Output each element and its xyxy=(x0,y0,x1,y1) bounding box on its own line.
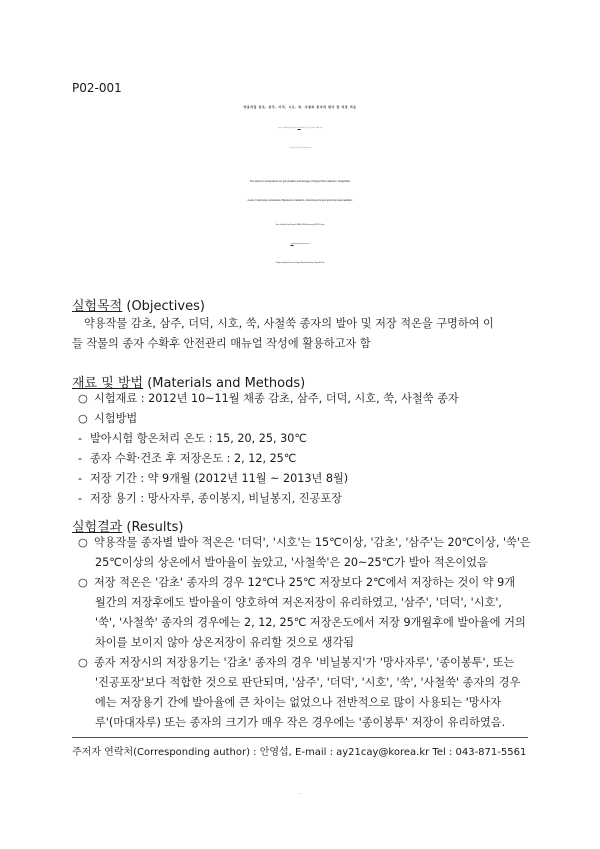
title-english-species-3: Artemisia capillaris xyxy=(331,199,353,202)
authors-english xyxy=(0,244,600,245)
results-item-3-line-1 xyxy=(78,653,514,673)
materials-heading-en: (Materials and Methods) xyxy=(143,376,306,391)
results-item-3-line-4: 루'(마대자루) 또는 종자의 크기가 매우 작은 경우에는 '종이봉투' 저장이 유리하였음. xyxy=(95,716,506,729)
results-text: 종자 저장시의 저장용기는 '감초' 종자의 경우 '비닐봉지'가 '망사자루', '종이봉투', 또는 xyxy=(94,656,515,669)
materials-item-text: 시험재료 : 2012년 10~11월 채종 감초, 삼주, 더덕, 시호, 쑥, 사철쑥 종자 xyxy=(94,392,459,405)
materials-item-text: 저장 용기 : 망사자루, 종이봉지, 비닐봉지, 진공포장 xyxy=(90,492,342,505)
results-item-3-line-3: 에는 저장용기 간에 발아율에 큰 차이는 없었으나 전반적으로 많이 사용되는 '망사자 xyxy=(95,696,502,709)
title-korean: 약용작물 감초, 삼주, 더덕, 시호, 쑥, 사철쑥 종자의 발아 및 저장 적온 xyxy=(243,105,357,109)
materials-item-text: 발아시험 항온처리 온도 : 15, 20, 25, 30℃ xyxy=(90,432,307,445)
first-author-english: Young-Sup Ahn xyxy=(290,244,294,245)
bullet-circle: ○ xyxy=(78,536,88,549)
bullet-dash: - xyxy=(78,492,83,505)
affiliation-english-2: College of Industrial Science, Kongju National University : Seong-Min Kim xyxy=(275,263,325,264)
paper-code: P02-001 xyxy=(72,81,122,95)
results-item-2-line-3: '쑥', '사철쑥' 종자의 경우에는 2, 12, 25℃ 저장온도에서 저장 9개월후에 발아율에 거의 xyxy=(95,616,526,629)
results-item-2-line-2: 월간의 저장후에도 발아율이 양호하여 저온저장이 유리하였고, '삼주', '더덕', '시호', xyxy=(95,596,502,609)
materials-item-text: 종자 수확·건조 후 저장온도 : 2, 12, 25℃ xyxy=(90,452,297,465)
affiliation-prefix: 농촌진흥청 국립원예특작과학원 약용작물과 : xyxy=(277,128,298,129)
materials-item-text: 저장 기간 : 약 9개월 (2012년 11월 ~ 2013년 8월) xyxy=(90,472,349,485)
title-english-species-1: Glycyrrhiza uralensis, Atratylodes xyxy=(313,180,351,183)
results-heading-ko: 실험결과 xyxy=(72,520,123,535)
bullet-circle: ○ xyxy=(78,412,88,425)
materials-item-2 xyxy=(78,409,137,429)
materials-item-1 xyxy=(78,389,459,409)
co-authors-english: *, Tae-Jin An, Yong-Il Kim, Sin-Hee Han, Young-Seob Lee, Hwang Hye Yu and Seon-Woo Cha xyxy=(293,244,310,245)
results-text: 약용작물 종자별 발아 적온은 '더덕', '시호'는 15℃이상, '감초', '삼주'는 20℃이상, '쑥'은 xyxy=(94,536,531,549)
title-english-species-2: ovata, Codonopsis lanceolata, Bupleurum falcatum, Artemisia princeps xyxy=(247,199,326,202)
title-english-line1 xyxy=(0,180,600,183)
objectives-heading xyxy=(72,295,205,314)
results-item-2-line-4: 차이를 보이지 않아 상온저장이 유리할 것으로 생각됨 xyxy=(95,636,355,649)
title-english-and: and xyxy=(325,199,332,202)
results-item-2-line-1 xyxy=(78,573,515,593)
footer-divider xyxy=(72,737,528,738)
results-item-1-line-2: 25℃이상의 상온에서 발아율이 높았고, '사철쑥'은 20~25℃가 발아 적온이었음 xyxy=(95,556,488,569)
authors-korean-line1 xyxy=(0,128,600,129)
objectives-heading-en: (Objectives) xyxy=(122,299,205,314)
affiliation-english-1: Dept. of Herbal Crop Research, NIHHS, RDA, Eumseong 369-873, Korea xyxy=(275,225,325,226)
title-english-line2 xyxy=(0,199,600,202)
materials-heading-ko: 재료 및 방법 xyxy=(72,376,144,391)
objectives-line-2: 들 작물의 종자 수확후 안전관리 매뉴얼 작성에 활용하고자 함 xyxy=(72,337,371,350)
materials-item-3 xyxy=(78,429,307,449)
materials-item-5 xyxy=(78,469,348,489)
bullet-dash: - xyxy=(78,472,83,485)
materials-item-text: 시험방법 xyxy=(94,412,138,425)
results-item-1-line-1 xyxy=(78,533,531,553)
results-text: 저장 적온은 '감초' 종자의 경우 12℃나 25℃ 저장보다 2℃에서 저장하는 것이 약 9개 xyxy=(94,576,516,589)
results-item-3-line-2: '진공포장'보다 적합한 것으로 판단되며, '삼주', '더덕', '시호', '쑥', '사철쑥' 종자의 경우 xyxy=(95,676,521,689)
title-english-plain: The optimum temperature for germination and storage of xyxy=(249,180,314,183)
objectives-line-1: 약용작물 감초, 삼주, 더덕, 시호, 쑥, 사철쑥 종자의 발아 및 저장 적온을 구명하여 이 xyxy=(84,317,494,330)
bullet-dash: - xyxy=(78,432,83,445)
co-authors-korean: *, 안태진, 김용일, 한신희, 이영섭, 유황혜, 차선우 xyxy=(300,128,323,129)
first-author-korean: 안영섭 xyxy=(297,128,301,129)
objectives-heading-ko: 실험목적 xyxy=(72,299,123,314)
materials-item-6 xyxy=(78,489,342,509)
bullet-circle: ○ xyxy=(78,656,88,669)
bullet-dash: - xyxy=(78,452,83,465)
bullet-circle: ○ xyxy=(78,392,88,405)
results-heading-en: (Results) xyxy=(122,520,184,535)
bullet-circle: ○ xyxy=(78,576,88,589)
page-number: - 155 - xyxy=(298,794,302,795)
authors-korean-line2: 국립공주대학교 산업과학대학 식물자원학과 : 김성민 xyxy=(288,148,312,149)
materials-item-4 xyxy=(78,449,296,469)
corresponding-author: 주저자 연락처(Corresponding author) : 안영섭, E-mail : ay21cay@korea.kr Tel : 043-871-5561 xyxy=(72,747,527,758)
